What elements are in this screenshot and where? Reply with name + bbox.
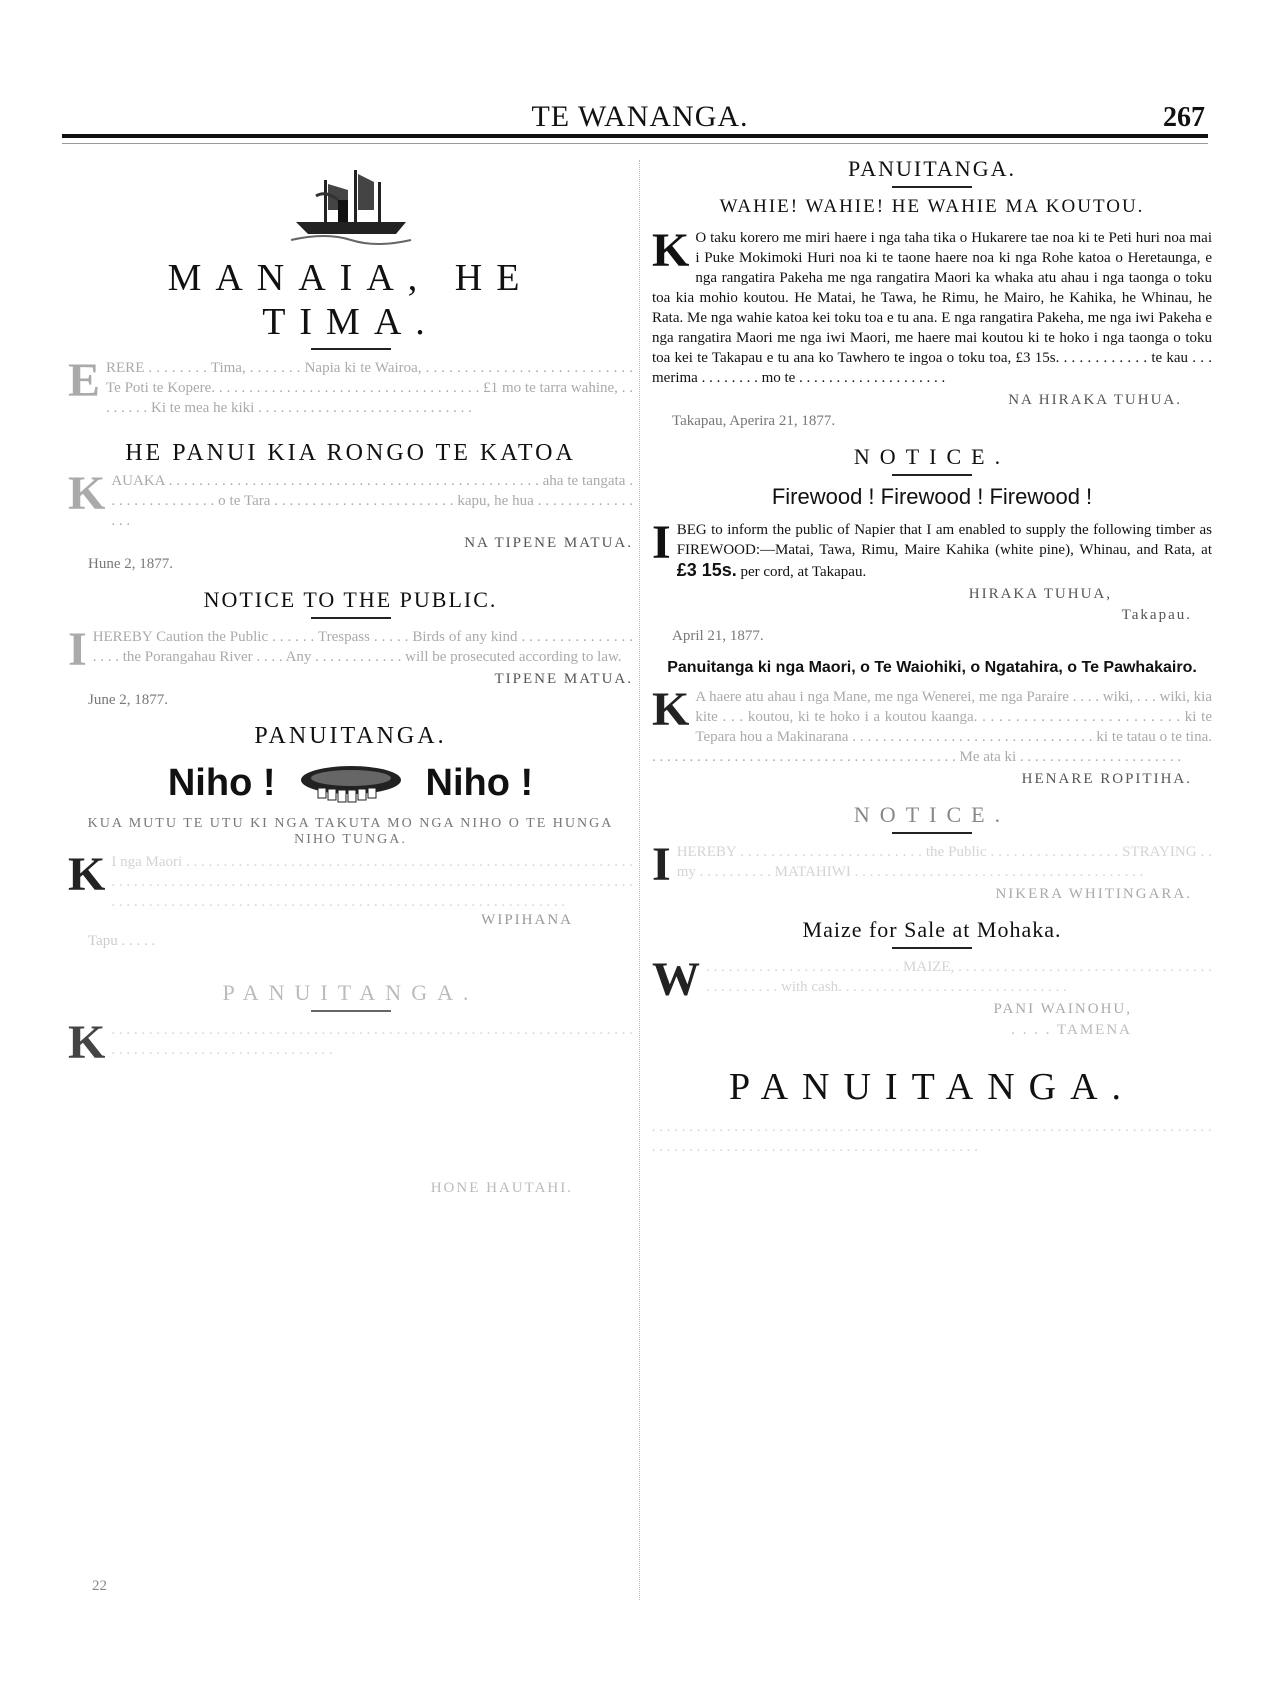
wahie-subheading: WAHIE! WAHIE! HE WAHIE MA KOUTOU. [719,196,1145,217]
wahie-advert [652,156,1212,430]
waiohiki-heading: Panuitanga ki nga Maori, o Te Waiohiki, o Ngatahira, o Te Pawhakairo. [667,659,1197,676]
wahie-date: Takapau, Aperira 21, 1877. [672,413,836,429]
panuitanga-faded-text: . . . . . . . . . . . . . . . . . . . . . . . . . . . . . . . . . . . . . . . . . . . . . . . . . . . . . . . . . . . . . . . . . . . . . . . . . . . . . . . . . . . . . . . . . . . . . . . . . . . . [111,1022,633,1058]
maize-signature: PANI WAINOHU, [993,1001,1132,1017]
waiohiki-advert [652,659,1212,788]
panuitanga-faded-advert [68,980,633,1197]
wahie-rule [892,186,972,188]
panuitanga-faded-body [68,1016,633,1069]
panui-kia-rongo-advert [68,440,633,573]
niho-word-left: Niho ! [167,761,276,804]
notice-public-advert [68,587,633,709]
firewood-signature-place: Takapau. [1121,607,1192,623]
wahie-signature: NA HIRAKA TUHUA. [1008,392,1182,408]
manaia-advert [68,160,633,418]
niho-date: Tapu . . . . . [88,933,156,949]
wahie-text: O taku korero me miri haere i nga taha tika o Hukarere tae noa ki te Peti huri noa mai i Puke Mokimoki Huri noa ki te taone haere noa ki nga Rohe katoa o Heretaunga, e nga rangatira Pakeha me nga rangatira Maori ka whaka atu ahau i nga taonga o toku toa kia mohio koutou. He Matai, he Tawa, he Rimu, he Mairo, he Kahika, he Whinau, he Rata. Me nga wahie katoa kei toku toa e tu ana. E nga rangatira Pakeha, me nga iwi Pakeha e nga rangatira Maori me nga iwi Maori, me haere mai koutou ki te hoko i nga taonga o toku toa kei te Takapau e tu ana ko Tawhero te ingoa o toku toa, £3 15s. . . . . . . . . . . . te kau . . . merima . . . . . . . . mo te . . . . . . . . . . . . . . . . . . . . [652,230,1212,386]
firewood-dropcap: I [652,516,671,569]
waiohiki-signature: HENARE ROPITIHA. [1021,771,1192,787]
bottom-number: 22 [92,1578,107,1594]
niho-text: I nga Maori . . . . . . . . . . . . . . . . . . . . . . . . . . . . . . . . . . . . . . . . . . . . . . . . . . . . . . . . . . . . . . . . . . . . . . . . . . . . . . . . . . . . . . . . . . . . . . . . . . . . . . . . . . . . . . . . . . . . . . . . . . . . . . . . . . . . . . . . . . . . . . . . . . . . . . . . . . . . . . . . . . . . . . . . . . . . . . . . . . . . . . . . . . . . . . . [111,854,633,910]
niho-title-row [68,758,633,808]
panui-kia-rongo-date: Hune 2, 1877. [88,556,173,572]
maize-advert [652,917,1212,1039]
manaia-dropcap: E [68,354,101,407]
notice-public-rule [311,617,391,619]
firewood-heading: NOTICE. [853,444,1011,469]
panuitanga-faded-heading: PANUITANGA. [222,980,479,1005]
wahie-dropcap: K [652,224,690,277]
dentures-icon [296,758,406,808]
notice-straying-signature: NIKERA WHITINGARA. [995,886,1192,902]
panuitanga-final-body: . . . . . . . . . . . . . . . . . . . . . . . . . . . . . . . . . . . . . . . . . . . . . . . . . . . . . . . . . . . . . . . . . . . . . . . . . . . . . . . . . . . . . . . . . . . . . . . . . . . . . . . . . . . . . . . . . . . . . . . [652,1119,1212,1155]
notice-public-heading: NOTICE TO THE PUBLIC. [203,587,498,612]
niho-dropcap: K [68,848,106,901]
notice-straying-text: HEREBY . . . . . . . . . . . . . . . . . . . . . . . . the Public . . . . . . . . . . . . . . . . . STRAYING . . my . . . . . . . . . . MATAHIWI . . . . . . . . . . . . . . . . . . . . . . . . . . . . . . . . . . . . . . . [676,844,1212,880]
firewood-text-pre: BEG to inform the public of Napier that I am enabled to supply the following timber as FIREWOOD:—Matai, Tawa, Rimu, Maire Kahika (white pine), Whinau, and Rata, at [676,522,1212,558]
notice-public-dropcap: I [68,623,87,676]
panuitanga-faded-dropcap: K [68,1016,106,1069]
panuitanga-faded-signature: HONE HAUTAHI. [430,1180,573,1196]
paper-name: TE WANANGA. [531,100,749,133]
panui-kia-rongo-text: AUAKA . . . . . . . . . . . . . . . . . . . . . . . . . . . . . . . . . . . . . . . . . . . . . . . . . aha te tangata . . . . . . . . . . . . . . . o te Tara . . . . . . . . . . . . . . . . . . . . . . . . kapu, he hua . . . . . . . . . . . . . . . . [111,473,633,529]
niho-signature: WIPIHANA [481,912,573,928]
notice-public-text: HEREBY Caution the Public . . . . . . Trespass . . . . . Birds of any kind . . . . . . . . . . . . . . . . . . . the Porangahau River . . . . Any . . . . . . . . . . . . will be prosecuted according to law. [92,629,633,665]
firewood-date: April 21, 1877. [672,628,764,644]
maize-heading: Maize for Sale at Mohaka. [802,917,1062,942]
panuitanga-final-heading: PANUITANGA. [728,1066,1136,1108]
firewood-body [652,516,1212,582]
niho-body [68,848,633,912]
panui-kia-rongo-dropcap: K [68,467,106,520]
left-column [68,150,633,1211]
manaia-rule [311,348,391,350]
notice-public-date: June 2, 1877. [88,692,168,708]
firewood-signature: HIRAKA TUHUA, [968,586,1112,602]
maize-dropcap: W [652,953,700,1006]
firewood-title: Firewood ! Firewood ! Firewood ! [771,484,1093,509]
header-thin-rule [62,143,1208,144]
wahie-body [652,224,1212,388]
notice-straying-heading: NOTICE. [853,802,1011,827]
maize-signature-2: . . . . TAMENA [1011,1022,1132,1038]
page-number: 267 [1163,102,1205,133]
firewood-price: £3 15s. [676,560,737,580]
panuitanga-final-advert [652,1065,1212,1157]
niho-word-right: Niho ! [425,761,534,804]
steamship-icon [286,160,416,250]
waiohiki-dropcap: K [652,683,690,736]
firewood-text-post: per cord, at Takapau. [740,564,867,580]
column-divider [639,160,640,1600]
panui-kia-rongo-signature: NA TIPENE MATUA. [464,535,633,551]
firewood-advert [652,444,1212,645]
notice-straying-dropcap: I [652,838,671,891]
panuitanga-faded-rule [311,1010,391,1012]
notice-straying-rule [892,832,972,834]
notice-public-signature: TIPENE MATUA. [494,671,633,687]
right-column [652,150,1212,1171]
niho-subheading: KUA MUTU TE UTU KI NGA TAKUTA MO NGA NIHO O TE HUNGA NIHO TUNGA. [87,816,614,847]
notice-straying-advert [652,802,1212,903]
niho-heading: PANUITANGA. [254,723,447,749]
manaia-body [68,354,633,418]
maize-body [652,953,1212,1006]
notice-straying-body [652,838,1212,891]
header-rule [62,134,1208,138]
manaia-heading: MANAIA, HE TIMA. [167,257,534,343]
niho-advert [68,723,633,950]
waiohiki-text: A haere atu ahau i nga Mane, me nga Wenerei, me nga Paraire . . . . wiki, . . . wiki, kia kite . . . koutou, ki te hoko i a koutou kaanga. . . . . . . . . . . . . . . . . . . . . . . . . ki te Tepara hou a Makinarana . . . . . . . . . . . . . . . . . . . . . . . . . . . . . . . . ki te tatau o te tina. . . . . . . . . . . . . . . . . . . . . . . . . . . . . . . . . . . . . . . . . . Me ata ki . . . . . . . . . . . . . . . . . . . . . . [652,689,1212,765]
manaia-text: RERE . . . . . . . . Tima, . . . . . . . Napia ki te Wairoa, . . . . . . . . . . . . . . . . . . . . . . . . . . . Te Poti te Kopere. . . . . . . . . . . . . . . . . . . . . . . . . . . . . . . . . . . . £1 mo te tarra wahine, . . . . . . . . Ki te mea he kiki . . . . . . . . . . . . . . . . . . . . . . . . . . . . . [106,360,633,416]
panui-kia-rongo-body [68,467,633,531]
firewood-rule [892,474,972,476]
wahie-heading: PANUITANGA. [848,156,1016,181]
waiohiki-body [652,683,1212,767]
maize-rule [892,947,972,949]
maize-text: . . . . . . . . . . . . . . . . . . . . . . . . . . MAIZE, . . . . . . . . . . . . . . . . . . . . . . . . . . . . . . . . . . . . . . . . . . . . with cash. . . . . . . . . . . . . . . . . . . . . . . . . . . . . . . [706,959,1212,995]
notice-public-body [68,623,633,676]
panui-kia-rongo-heading: HE PANUI KIA RONGO TE KATOA [125,440,576,466]
